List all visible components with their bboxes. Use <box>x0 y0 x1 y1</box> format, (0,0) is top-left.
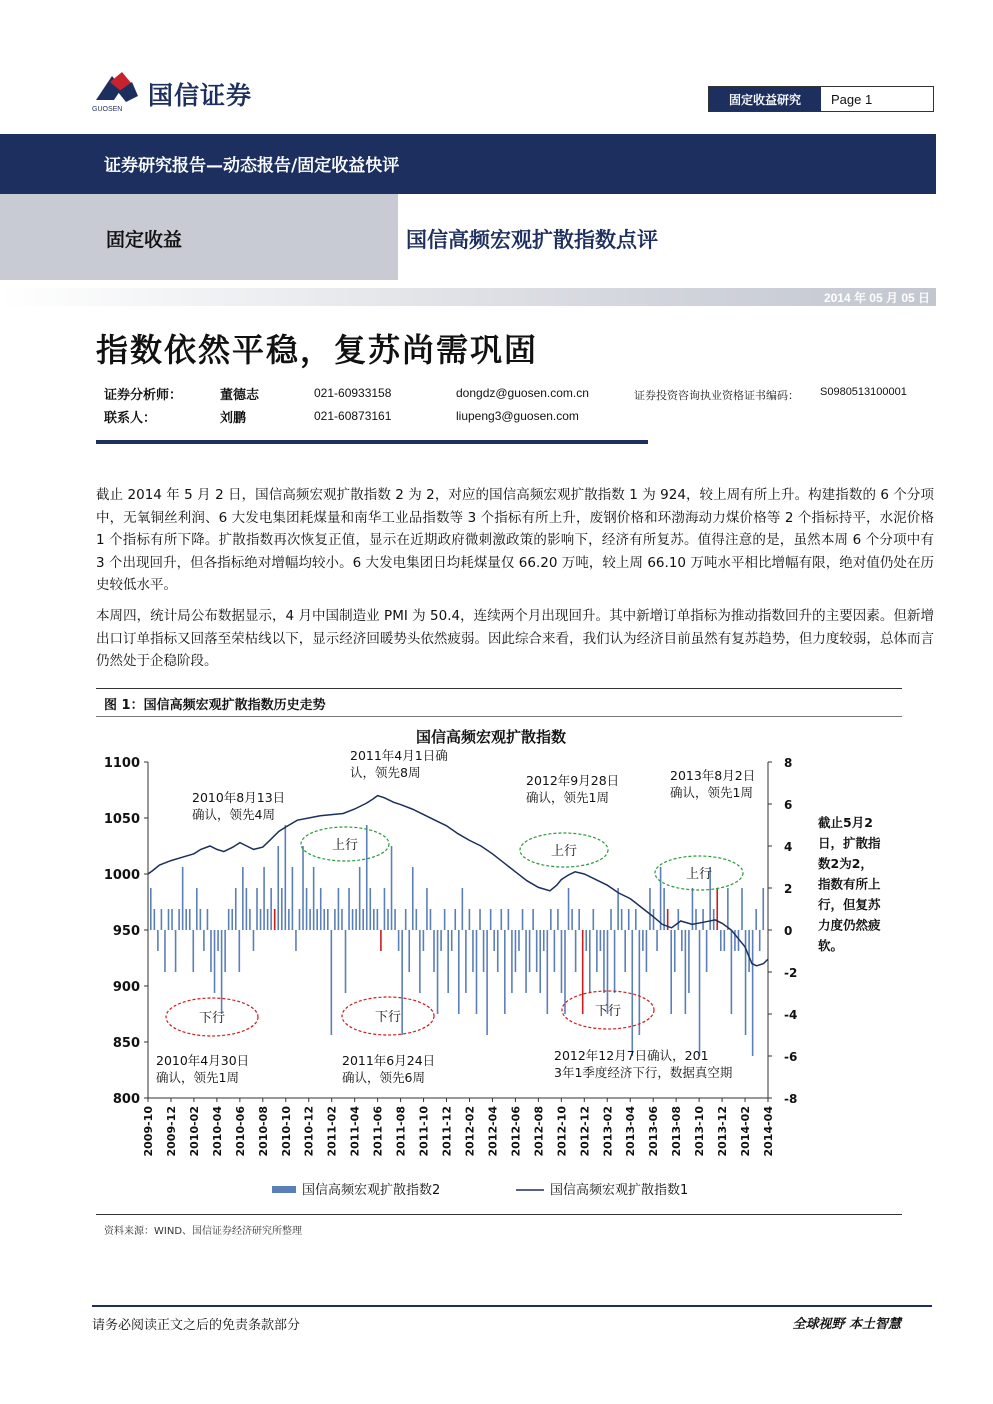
diffusion-index-2-bar <box>759 930 761 951</box>
chart-annotation: 2012年9月28日 <box>526 773 620 788</box>
diffusion-index-2-bar <box>192 930 194 972</box>
category-band <box>0 194 398 280</box>
diffusion-index-2-bar <box>631 930 633 1056</box>
diffusion-index-2-bar <box>419 930 421 993</box>
x-tick-label: 2011-06 <box>371 1106 385 1157</box>
diffusion-index-2-bar <box>663 888 665 930</box>
diffusion-index-2-bar <box>685 930 687 1014</box>
diffusion-index-2-bar <box>285 825 287 930</box>
diffusion-index-2-bar <box>490 909 492 930</box>
diffusion-index-2-bar <box>327 909 329 930</box>
diffusion-index-2-bar <box>210 930 212 972</box>
diffusion-index-2-bar <box>430 909 432 930</box>
paragraph-2: 本周四，统计局公布数据显示，4 月中国制造业 PMI 为 50.4，连续两个月出现回升。其中新增订单指标为推动指数回升的主要因素。但新增出口订单指标又回落至荣枯线以下，显示经济回暖势头依然疲弱。因此综合来看，我们认为经济目前虽然有复苏趋势，但力度较弱，总体而言仍然处于企稳阶段。 <box>96 608 934 669</box>
diffusion-index-2-bar <box>394 909 396 930</box>
diffusion-index-2-bar <box>175 930 177 972</box>
contact-phone: 021-60873161 <box>314 409 392 423</box>
diffusion-index-2-bar <box>447 930 449 993</box>
diffusion-index-2-bar <box>518 930 520 951</box>
diffusion-index-2-bar <box>536 930 538 972</box>
diffusion-index-2-bar <box>741 888 743 930</box>
left-tick-label: 1000 <box>103 868 140 883</box>
right-tick-label: 2 <box>784 882 793 896</box>
x-tick-label: 2010-04 <box>210 1106 224 1157</box>
headline: 指数依然平稳，复苏尚需巩固 <box>96 331 539 369</box>
diffusion-index-2-bar <box>695 909 697 930</box>
diffusion-index-2-bar <box>617 888 619 930</box>
x-tick-label: 2009-12 <box>164 1106 178 1157</box>
diffusion-index-2-bar <box>716 888 718 930</box>
diffusion-index-2-bar <box>168 909 170 930</box>
diffusion-index-2-bar <box>185 909 187 930</box>
right-tick-label: 6 <box>784 798 793 812</box>
diffusion-index-2-bar <box>458 930 460 1014</box>
diffusion-index-2-bar <box>405 909 407 930</box>
diffusion-index-2-bar <box>720 930 722 951</box>
guosen-logo-icon <box>92 70 140 106</box>
figure-top-rule <box>96 688 902 689</box>
chart-annotation: 确认，领先6周 <box>342 1070 425 1085</box>
diffusion-index-2-bar <box>384 888 386 930</box>
uptrend-label: 上行 <box>685 867 713 882</box>
diffusion-index-2-bar <box>497 930 499 972</box>
diffusion-index-2-bar <box>171 909 173 930</box>
side-note-line: 截止5月2 <box>818 815 873 830</box>
left-tick-label: 1050 <box>103 812 140 827</box>
downtrend-label: 下行 <box>374 1010 402 1025</box>
slogan: 全球视野 本土智慧 <box>792 1317 901 1332</box>
diffusion-index-2-bar <box>323 909 325 930</box>
diffusion-index-2-bar <box>150 888 152 930</box>
diffusion-index-2-bar <box>423 930 425 951</box>
diffusion-index-2-bar <box>200 909 202 930</box>
diffusion-index-2-bar <box>642 930 644 951</box>
diffusion-index-2-bar <box>624 930 626 972</box>
diffusion-index-2-bar <box>504 930 506 1014</box>
left-tick-label: 1100 <box>103 756 140 771</box>
diffusion-index-2-bar <box>486 930 488 1035</box>
diffusion-index-2-bar <box>416 909 418 930</box>
diffusion-index-2-bar <box>277 846 279 930</box>
diffusion-index-2-bar <box>755 909 757 930</box>
downtrend-label: 下行 <box>198 1011 226 1026</box>
cert-number: S0980513100001 <box>820 386 907 398</box>
diffusion-index-2-bar <box>341 909 343 930</box>
diffusion-index-2-bar <box>440 930 442 951</box>
chart-annotation: 2013年8月2日 <box>670 768 756 783</box>
report-date: 2014 年 05 月 05 日 <box>823 291 930 305</box>
diffusion-index-2-bar <box>224 930 226 972</box>
diffusion-index-2-bar <box>500 909 502 930</box>
report-type: 证券研究报告—动态报告/固定收益快评 <box>104 156 400 176</box>
diffusion-index-2-bar <box>702 909 704 930</box>
diffusion-index-2-bar <box>547 930 549 1014</box>
diffusion-index-2-bar <box>522 909 524 930</box>
diffusion-index-2-bar <box>299 909 301 930</box>
diffusion-index-2-bar <box>465 930 467 993</box>
chart-annotation: 2011年6月24日 <box>342 1053 436 1068</box>
diffusion-index-2-bar <box>355 909 357 930</box>
diffusion-index-2-bar <box>235 888 237 930</box>
downtrend-label: 下行 <box>594 1004 622 1019</box>
cert-label: 证券投资咨询执业资格证书编码： <box>634 389 799 402</box>
footer-rule <box>92 1305 932 1307</box>
x-tick-label: 2010-06 <box>233 1106 247 1157</box>
diffusion-index-2-bar <box>249 909 251 930</box>
diffusion-index-2-bar <box>256 888 258 930</box>
analyst-email[interactable]: dongdz@guosen.com.cn <box>456 386 589 400</box>
side-note-line: 力度仍然疲 <box>818 917 881 933</box>
x-tick-label: 2011-12 <box>440 1106 454 1157</box>
side-note-line: 行，但复苏 <box>818 897 881 912</box>
right-tick-label: -4 <box>784 1008 798 1022</box>
diffusion-index-2-bar <box>515 930 517 972</box>
diffusion-index-2-bar <box>646 930 648 972</box>
diffusion-index-2-bar <box>345 930 347 993</box>
diffusion-index-2-bar <box>511 930 513 993</box>
uptrend-label: 上行 <box>550 844 578 859</box>
chart-annotation: 2012年12月7日确认，201 <box>554 1048 709 1063</box>
chart-annotation: 2010年4月30日 <box>156 1053 250 1068</box>
diffusion-index-2-bar <box>401 930 403 1035</box>
diffusion-index-2-bar <box>582 930 584 1014</box>
disclaimer-note: 请务必阅读正文之后的免责条款部分 <box>92 1318 301 1333</box>
right-tick-label: 0 <box>784 924 793 938</box>
left-tick-label: 950 <box>112 924 140 939</box>
diffusion-index-2-bar <box>217 930 219 951</box>
diffusion-index-2-bar <box>288 909 290 930</box>
diffusion-index-2-bar <box>483 930 485 972</box>
side-note-line: 日，扩散指 <box>818 835 881 851</box>
x-tick-label: 2010-12 <box>302 1106 316 1157</box>
report-title: 国信高频宏观扩散指数点评 <box>406 228 658 252</box>
diffusion-index-2-bar <box>313 867 315 930</box>
x-tick-label: 2012-08 <box>532 1106 546 1157</box>
diffusion-index-2-bar <box>610 909 612 930</box>
diffusion-index-2-bar <box>164 930 166 972</box>
diffusion-index-2-bar <box>585 930 587 951</box>
left-tick-label: 900 <box>112 980 140 995</box>
date-strip <box>0 288 936 306</box>
diffusion-index-2-bar <box>727 888 729 930</box>
diffusion-index-2-bar <box>178 909 180 930</box>
x-tick-label: 2011-10 <box>417 1106 431 1157</box>
chart-annotation: 确认，领先1周 <box>156 1070 239 1085</box>
chart-annotation: 认，领先8周 <box>350 765 421 780</box>
x-tick-label: 2012-12 <box>578 1106 592 1157</box>
x-tick-label: 2010-10 <box>279 1106 293 1157</box>
x-tick-label: 2010-02 <box>187 1106 201 1157</box>
diffusion-index-2-bar <box>635 909 637 930</box>
diffusion-index-2-bar <box>412 867 414 930</box>
diffusion-index-2-bar <box>688 930 690 993</box>
diffusion-index-2-bar <box>479 909 481 930</box>
diffusion-index-2-bar <box>228 909 230 930</box>
diffusion-index-2-bar <box>157 930 159 951</box>
diffusion-index-2-bar <box>274 909 276 930</box>
diffusion-index-2-bar <box>189 909 191 930</box>
contact-name: 刘鹏 <box>220 411 247 426</box>
diffusion-index-2-bar <box>309 909 311 930</box>
diffusion-index-2-bar <box>554 930 556 972</box>
diffusion-index-2-bar <box>433 930 435 972</box>
diffusion-index-2-bar <box>207 909 209 930</box>
header-dept: 固定收益研究 <box>709 87 821 111</box>
diffusion-index-2-bar <box>369 888 371 930</box>
diffusion-index-2-bar <box>366 825 368 930</box>
analyst-name: 董德志 <box>220 388 260 403</box>
diffusion-index-2-bar <box>454 909 456 930</box>
x-tick-label: 2011-04 <box>348 1106 362 1157</box>
x-tick-label: 2011-08 <box>394 1106 408 1157</box>
diffusion-index-2-bar <box>281 888 283 930</box>
x-tick-label: 2013-12 <box>716 1106 730 1157</box>
analyst-divider <box>96 440 648 444</box>
legend-line-label: 国信高频宏观扩散指数1 <box>550 1183 689 1198</box>
diffusion-index-2-bar <box>182 867 184 930</box>
x-tick-label: 2010-08 <box>256 1106 270 1157</box>
x-tick-label: 2013-04 <box>624 1106 638 1157</box>
diffusion-index-2-bar <box>472 930 474 972</box>
diffusion-index-2-bar <box>539 930 541 993</box>
diffusion-index-2-bar <box>508 909 510 930</box>
diffusion-index-2-bar <box>239 930 241 972</box>
diffusion-index-2-bar <box>748 930 750 972</box>
diffusion-index-2-bar <box>525 930 527 993</box>
chart-annotation: 确认，领先1周 <box>526 790 609 805</box>
diffusion-index-2-bar <box>564 930 566 1014</box>
diffusion-index-2-bar <box>253 930 255 951</box>
diffusion-index-2-bar <box>578 909 580 930</box>
legend-bar-label: 国信高频宏观扩散指数2 <box>302 1183 441 1198</box>
x-tick-label: 2013-10 <box>693 1106 707 1157</box>
x-tick-label: 2009-10 <box>142 1106 155 1157</box>
diffusion-index-chart <box>96 720 902 1212</box>
diffusion-index-2-bar <box>621 909 623 930</box>
diffusion-index-2-bar <box>221 930 223 1014</box>
diffusion-index-2-bar <box>373 909 375 930</box>
diffusion-index-2-bar <box>674 930 676 972</box>
diffusion-index-2-bar <box>677 909 679 930</box>
chart-annotation: 2011年4月1日确 <box>350 748 448 763</box>
x-tick-label: 2012-02 <box>463 1106 477 1157</box>
x-tick-label: 2014-04 <box>762 1106 775 1157</box>
diffusion-index-2-bar <box>316 909 318 930</box>
left-tick-label: 850 <box>112 1036 140 1051</box>
diffusion-index-2-bar <box>568 888 570 930</box>
x-tick-label: 2012-04 <box>486 1106 500 1157</box>
diffusion-index-2-bar <box>649 888 651 930</box>
diffusion-index-2-bar <box>242 867 244 930</box>
diffusion-index-2-bar <box>451 930 453 951</box>
x-tick-label: 2013-08 <box>670 1106 684 1157</box>
diffusion-index-2-bar <box>656 930 658 951</box>
diffusion-index-2-bar <box>550 909 552 930</box>
diffusion-index-2-bar <box>260 909 262 930</box>
diffusion-index-2-bar <box>762 888 764 930</box>
diffusion-index-2-bar <box>476 930 478 1014</box>
diffusion-index-2-bar <box>387 909 389 930</box>
side-note-line: 数2为2， <box>818 856 873 871</box>
figure-title-rule <box>96 716 902 717</box>
diffusion-index-2-bar <box>571 909 573 930</box>
contact-role: 联系人： <box>104 411 157 426</box>
diffusion-index-2-bar <box>593 909 595 930</box>
diffusion-index-2-bar <box>214 930 216 993</box>
right-tick-label: -2 <box>784 966 798 980</box>
diffusion-index-2-bar <box>596 930 598 972</box>
side-note-line: 软。 <box>818 938 844 953</box>
analyst-phone: 021-60933158 <box>314 386 392 400</box>
diffusion-index-2-bar <box>362 909 364 930</box>
header-box <box>708 86 934 112</box>
diffusion-index-2-bar <box>334 909 336 930</box>
diffusion-index-2-bar <box>380 930 382 951</box>
figure-bottom-rule <box>96 1214 902 1215</box>
right-tick-label: -6 <box>784 1050 798 1064</box>
logo-subtext: GUOSEN <box>92 106 123 113</box>
diffusion-index-2-bar <box>607 930 609 1014</box>
diffusion-index-2-bar <box>391 846 393 930</box>
diffusion-index-2-bar <box>292 867 294 930</box>
x-tick-label: 2012-06 <box>509 1106 523 1157</box>
chart-title: 国信高频宏观扩散指数 <box>415 728 567 746</box>
diffusion-index-2-bar <box>589 930 591 993</box>
diffusion-index-2-bar <box>532 909 534 930</box>
diffusion-index-2-bar <box>377 909 379 930</box>
chart-annotation: 确认，领先4周 <box>192 807 275 822</box>
diffusion-index-2-bar <box>426 888 428 930</box>
x-tick-label: 2012-10 <box>555 1106 569 1157</box>
x-tick-label: 2014-02 <box>739 1106 753 1157</box>
diffusion-index-2-bar <box>338 888 340 930</box>
page-number: Page 1 <box>831 91 873 107</box>
diffusion-index-2-bar <box>575 930 577 972</box>
diffusion-index-2-bar <box>203 930 205 951</box>
diffusion-index-2-bar <box>462 888 464 930</box>
chart-annotation: 2010年8月13日 <box>192 790 286 805</box>
diffusion-index-2-bar <box>670 930 672 1014</box>
diffusion-index-2-bar <box>603 930 605 993</box>
right-tick-label: 8 <box>784 756 793 770</box>
diffusion-index-2-bar <box>529 930 531 972</box>
figure-source: 资料来源：WIND、国信证券经济研究所整理 <box>104 1226 303 1237</box>
diffusion-index-2-bar <box>398 930 400 951</box>
diffusion-index-2-bar <box>493 930 495 951</box>
diffusion-index-2-bar <box>653 909 655 930</box>
diffusion-index-2-bar <box>359 867 361 930</box>
diffusion-index-2-bar <box>320 888 322 930</box>
diffusion-index-2-bar <box>639 930 641 1035</box>
chart-annotation: 3年1季度经济下行，数据真空期 <box>554 1065 733 1080</box>
diffusion-index-2-bar <box>270 888 272 930</box>
diffusion-index-2-bar <box>437 930 439 1014</box>
diffusion-index-2-bar <box>444 909 446 930</box>
diffusion-index-2-bar <box>246 888 248 930</box>
chart-annotation: 确认，领先1周 <box>670 785 753 800</box>
diffusion-index-2-bar <box>731 930 733 1014</box>
diffusion-index-2-bar <box>295 930 297 951</box>
diffusion-index-2-bar <box>543 930 545 951</box>
uptrend-label: 上行 <box>331 838 359 853</box>
diffusion-index-2-bar <box>681 930 683 951</box>
diffusion-index-2-bar <box>660 867 662 930</box>
diffusion-index-2-bar <box>352 909 354 930</box>
diffusion-index-2-bar <box>263 867 265 930</box>
report-category: 固定收益 <box>106 229 183 251</box>
diffusion-index-2-bar <box>699 930 701 1056</box>
left-tick-label: 800 <box>112 1092 140 1107</box>
diffusion-index-2-bar <box>706 930 708 972</box>
diffusion-index-2-bar <box>469 909 471 930</box>
side-note-line: 指数有所上 <box>818 876 881 892</box>
legend-bar-swatch <box>272 1186 296 1193</box>
diffusion-index-2-bar <box>331 930 333 1035</box>
x-tick-label: 2011-02 <box>325 1106 339 1157</box>
diffusion-index-2-bar <box>267 909 269 930</box>
analyst-role: 证券分析师： <box>104 388 183 403</box>
diffusion-index-2-bar <box>752 930 754 1056</box>
diffusion-index-2-bar <box>561 930 563 993</box>
diffusion-index-2-bar <box>614 930 616 993</box>
right-tick-label: -8 <box>784 1092 798 1106</box>
diffusion-index-2-bar <box>628 909 630 930</box>
diffusion-index-2-bar <box>557 909 559 930</box>
diffusion-index-2-bar <box>231 909 233 930</box>
contact-email[interactable]: liupeng3@guosen.com <box>456 409 579 423</box>
diffusion-index-2-bar <box>724 930 726 951</box>
diffusion-index-2-bar <box>408 930 410 972</box>
x-tick-label: 2013-02 <box>601 1106 615 1157</box>
diffusion-index-2-bar <box>302 846 304 930</box>
diffusion-index-2-bar <box>154 909 156 930</box>
x-tick-label: 2013-06 <box>647 1106 661 1157</box>
figure-title: 图 1：国信高频宏观扩散指数历史走势 <box>104 698 326 713</box>
diffusion-index-2-bar <box>161 909 163 930</box>
paragraph-1: 截止 2014 年 5 月 2 日，国信高频宏观扩散指数 2 为 2，对应的国信高频宏观扩散指数 1 为 924，较上周有所上升。构建指数的 6 个分项中，无氧铜丝利润、6 大发电集团耗煤量和南华工业品指数等 3 个指标有所上升，废钢价格和环渤海动力煤价格等 2 个指标持平，水泥价格 1 个指标有所下降。扩散指数再次恢复正值，显示在近期政府微刺激政策的影响下，经济有所复苏。值得注意的是，虽然本周 6 个分项中有 3 个出现回升，但各指标绝对增幅均较小。6 大发电集团日均耗煤量仅 66.20 万吨，较上周 66.10 万吨水平相比增幅有限，绝对值仍处在历史较低水平。 <box>96 487 934 593</box>
diffusion-index-2-bar <box>196 888 198 930</box>
right-tick-label: 4 <box>784 840 793 854</box>
diffusion-index-2-bar <box>306 888 308 930</box>
logo-text: 国信证券 <box>148 81 253 110</box>
diffusion-index-2-bar <box>600 930 602 951</box>
diffusion-index-2-bar <box>348 888 350 930</box>
